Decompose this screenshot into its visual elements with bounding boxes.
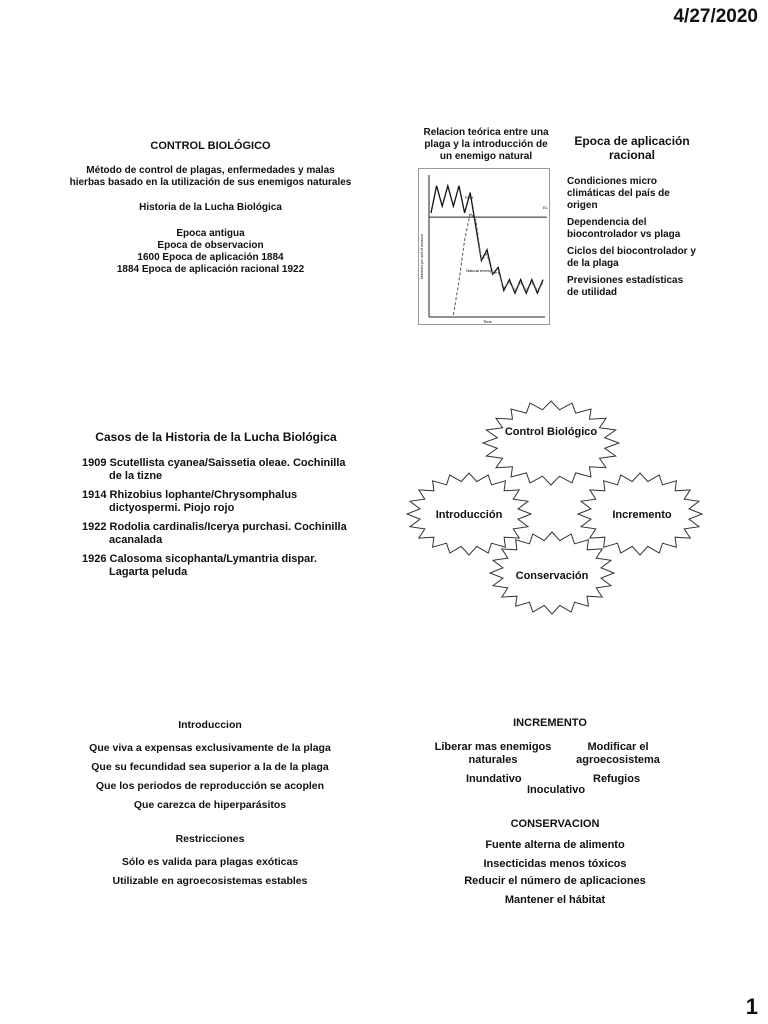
y-axis-label: Numbers per unit of resource (420, 233, 424, 279)
slide-title: CONTROL BIOLÓGICO (150, 140, 271, 152)
star-label-control: Control Biológico (504, 426, 598, 438)
star-label-conservacion: Conservación (515, 570, 589, 582)
history-item: Epoca antigua (176, 228, 245, 239)
intro-item: Que su fecundidad sea superior a la de la plaga (91, 761, 329, 773)
restr-title: Restricciones (175, 833, 245, 845)
epoca-racional-panel (567, 134, 697, 299)
pest-enemy-chart (418, 168, 550, 325)
intro-item: Que carezca de hiperparásitos (133, 799, 287, 811)
side-item: Previsiones estadísticas de utilidad (567, 275, 684, 298)
cons-item: Reducir el número de aplicaciones (464, 875, 646, 887)
cons-item: Insecticidas menos tóxicos (483, 858, 627, 870)
case-item: 1914 Rhizobius lophante/Chrysomphalus dictyospermi. Piojo rojo (82, 489, 298, 514)
side-item: Condiciones micro climáticas del país de origen (567, 176, 670, 211)
cons-item: Mantener el hábitat (504, 894, 606, 906)
definition-text: Método de control de plagas, enfermedades y malas hierbas basado en la utilización de sus enemigos naturales (69, 165, 352, 188)
intro-item: Que los periodos de reproducción se acoplen (95, 780, 325, 792)
incremento-title: INCREMENTO (513, 717, 587, 729)
side-item: Dependencia del biocontrolador vs plaga (567, 217, 681, 240)
page-date: 4/27/2020 (673, 6, 758, 27)
history-title: Historia de la Lucha Biológica (139, 202, 282, 213)
intro-title: Introduccion (178, 719, 242, 731)
side-title: Epoca de aplicación racional (574, 134, 690, 162)
history-item: Epoca de observacion (157, 240, 264, 251)
refugios-text: Refugios (593, 773, 641, 785)
case-item: 1926 Calosoma sicophanta/Lymantria dispar. Lagarta peluda (82, 553, 317, 578)
star-control-biologico (483, 401, 619, 485)
chart-caption: Relacion teórica entre una plaga y la introducción de un enemigo natural (423, 127, 549, 162)
enemy-series-line (453, 213, 543, 315)
slide-introduccion (85, 719, 335, 894)
modificar-text: Modificar el agroecosistema (576, 741, 660, 766)
conservacion-panel (440, 818, 670, 907)
pest-label: Pest (465, 195, 474, 200)
slide-title: Casos de la Historia de la Lucha Biológica (95, 430, 337, 444)
side-item: Ciclos del biocontrolador y de la plaga (567, 246, 696, 269)
history-item: 1884 Epoca de aplicación racional 1922 (116, 264, 305, 275)
inundativo-text: Inundativo (466, 773, 522, 785)
x-axis-label: Time (483, 319, 492, 324)
slide-control-biologico (68, 140, 353, 276)
conservacion-title: CONSERVACION (510, 818, 600, 830)
restr-item: Utilizable en agroecosistemas estables (112, 875, 308, 887)
star-label-introduccion: Introducción (435, 509, 503, 521)
star-label-incremento: Incremento (612, 509, 672, 521)
slide-casos-historia (82, 430, 350, 585)
case-item: 1909 Scutellista cyanea/Saissetia oleae. Cochinilla de la tizne (82, 457, 346, 482)
page-number: 1 (745, 994, 758, 1019)
restr-item: Sólo es valida para plagas exóticas (121, 856, 299, 868)
chart-svg (419, 169, 549, 324)
pest-series-line (431, 186, 543, 293)
history-item: 1600 Epoca de aplicación 1884 (137, 252, 284, 263)
threshold-label: EL (543, 205, 548, 210)
enemy-label: Natural enemy (466, 268, 493, 273)
liberar-text: Liberar mas enemigos naturales (434, 741, 552, 766)
case-item: 1922 Rodolia cardinalis/Icerya purchasi. Cochinilla acanalada (82, 521, 347, 546)
starburst-diagram (400, 395, 710, 635)
cons-item: Fuente alterna de alimento (485, 839, 625, 851)
inoculativo-text: Inoculativo (527, 784, 586, 796)
intro-item: Que viva a expensas exclusivamente de la plaga (89, 742, 331, 754)
